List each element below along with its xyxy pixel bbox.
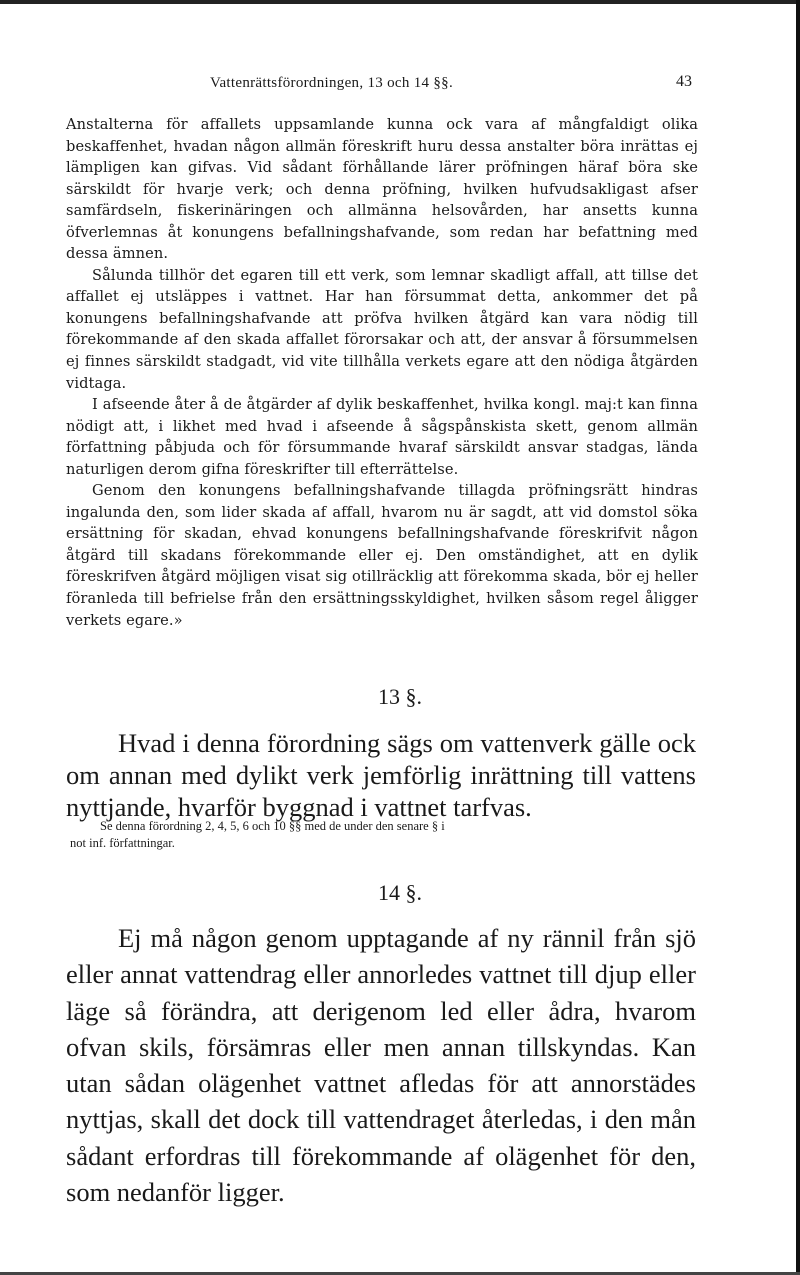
page-number: 43 (676, 73, 692, 90)
section-13-heading: 13 §. (378, 684, 422, 709)
commentary-text (66, 114, 698, 631)
page-right-edge (796, 0, 800, 1275)
note-line-1: Se denna förordning 2, 4, 5, 6 och 10 §§ med de under den senare § i (100, 819, 445, 833)
paragraph-4: Genom den konungens befallningshafvande tillagda pröfningsrätt hindras ingalunda den, som lider skada af affall, hvarom nu är sagdt, att vid domstol söka ersättning för skadan, ehvad konungens befallningshafvande föreskrifvit någon åtgärd till skadans förekommande eller ej. Den omständighet, att en dylik föreskrifven åtgärd möjligen visat sig otillräcklig att förekomma skada, bör ej heller föranleda till befrielse från den ersättningsskyldighet, hvilken såsom regel åligger verkets egare.» (66, 482, 698, 629)
note-line-2: not inf. författningar. (70, 836, 175, 850)
paragraph-2: Sålunda tillhör det egaren till ett verk, som lemnar skadligt affall, att tillse det affallet ej utsläppes i vattnet. Har han försummat detta, ankommer det på konungens befallningshafvande att pröfva hvilken åtgärd kan vara nödig till förekommande af den skada affallet förorsakar och att, der ansvar å försummelsen ej finnes särskildt stadgadt, vid vite tillhålla verkets egare att den nödiga åtgärden vidtaga. (66, 266, 698, 392)
section-13-note (70, 818, 695, 852)
section-13-text: Hvad i denna förordning sägs om vattenverk gälle ock om annan med dylikt verk jemförlig inrättning till vattens nyttjande, hvarför byggnad i vattnet tarfvas. (66, 728, 696, 822)
paragraph-1: Anstalterna för affallets uppsamlande kunna ock vara af mångfaldigt olika beskaffenhet, hvadan någon allmän föreskrift huru dessa anstalter böra inrättas ej lämpligen kan gifvas. Vid sådant förhållande lärer pröfningen häraf böra ske särskildt för hvarje verk; och denna pröfning, hvilken hufvudsakligast afser samfärdseln, fiskerinäringen och allmänna helsovården, har ansetts kunna öfverlemnas åt konungens befallningshafvande, som redan har befattning med dessa ämnen. (66, 116, 698, 263)
page-top-edge (0, 0, 800, 4)
running-title: Vattenrättsförordningen, 13 och 14 §§. (210, 75, 454, 91)
page-header (60, 75, 700, 97)
section-14-heading: 14 §. (378, 880, 422, 905)
section-14-text: Ej må någon genom upptagande af ny rännil från sjö eller annat vattendrag eller annorledes vattnet till djup eller läge så förändra, att derigenom led eller ådra, hvarom ofvan skils, försämras eller men annan tillskyndas. Kan utan sådan olägenhet vattnet afledas för att annorstädes nyttjas, skall det dock till vattendraget återledas, i den mån sådant erfordras till förekommande af olägenhet för den, som nedanför ligger. (66, 923, 696, 1208)
paragraph-3: I afseende åter å de åtgärder af dylik beskaffenhet, hvilka kongl. maj:t kan finna nödigt att, i likhet med hvad i afseende å sågspånskista skett, genom allmän författning påbjuda och för försummande hvaraf särskildt ansvar stadgas, lända naturligen derom gifna föreskrifter till efterrättelse. (66, 396, 698, 478)
